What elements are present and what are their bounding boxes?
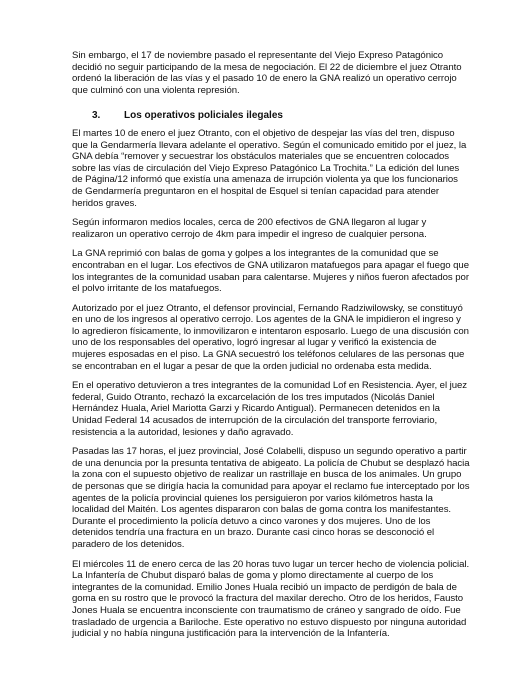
paragraph-operativo-10-enero: El martes 10 de enero el juez Otranto, con el objetivo de despejar las vías del tren, dispuso que la Gendarmería llevara adelante el operativo. Según el comunicado emitido por el juez, la GNA debía “remover y secuestrar los obstáculos materiales que se encuentren colocados sobre las vías de circulación del Viejo Expreso Patagónico La Trochita.” La edición del lunes de Página/12 informó que existía una amenaza de irrupción violenta ya que los funcionarios de Gendarmería preguntaron en el hospital de Esquel si tenían capacidad para atender heridos graves. — [72, 127, 467, 209]
paragraph-detenidos: En el operativo detuvieron a tres integrantes de la comunidad Lof en Resistencia. Ayer, el juez federal, Guido Otranto, rechazó la excarcelación de los tres imputados (Nicolás Daniel Hernández Huala, Ariel Mariotta Garzi y Ricardo Antigual). Permanecen detenidos en la Unidad Federal 14 acusados de interrupción de la circulación del transporte ferroviario, resistencia a la autoridad, lesiones y daño agravado. — [72, 380, 468, 438]
section-number: 3. — [92, 110, 101, 122]
paragraph-defensor-provincial: Autorizado por el juez Otranto, el defensor provincial, Fernando Radziwilowsky, se constituyó en uno de los ingresos al operativo cerrojo. Los agentes de la GNA le impidieron el ingreso y lo agredieron físicamente, lo inmovilizaron e intentaron esposarlo. Luego de una discusión con uno de los responsables del operativo, logró ingresar al lugar y verificó la existencia de mujeres esposadas en el piso. La GNA secuestró los teléfonos celulares de las personas que se encontraban en el lugar a pesar de que la orden judicial no ordenaba esta medida. — [72, 302, 469, 372]
section-heading — [72, 110, 470, 122]
intro-paragraph: Sin embargo, el 17 de noviembre pasado el representante del Viejo Expreso Patagónico decidió no seguir participando de la mesa de negociación. El 22 de diciembre el juez Otranto ordenó la liberación de las vías y el pasado 10 de enero la GNA realizó un operativo cerrojo que culminó con una violenta represión. — [72, 50, 462, 96]
paragraph-represion-gna: La GNA reprimió con balas de goma y golpes a los integrantes de la comunidad que se encontraban en el lugar. Los efectivos de GNA utilizaron matafuegos para apagar el fuego que los integrantes de la comunidad usaban para calentarse. Mujeres y niños fueron afectados por el polvo irritante de los matafuegos. — [72, 248, 470, 295]
paragraph-tercer-hecho: El miércoles 11 de enero cerca de las 20 horas tuvo lugar un tercer hecho de violencia policial. La Infantería de Chubut disparó balas de goma y plomo directamente al cuerpo de los integrantes de la comunidad. Emilio Jones Huala recibió un impacto de perdigón de bala de goma en su rostro que le provocó la fractura del maxilar derecho. Otro de los heridos, Fausto Jones Huala se encuentra inconsciente con traumatismo de cráneo y sangrado de oído. Fue trasladado de urgencia a Bariloche. Este operativo no estuvo dispuesto por ninguna autoridad judicial y no había ninguna justificación para la intervención de la Infantería. — [72, 558, 470, 640]
document-page — [72, 50, 470, 648]
section-title: Los operativos policiales ilegales — [124, 110, 283, 122]
paragraph-segundo-operativo: Pasadas las 17 horas, el juez provincial, José Colabelli, dispuso un segundo operativo a partir de una denuncia por la presunta tentativa de abigeato. La policía de Chubut se desplazó hacia la zona con el supuesto objetivo de realizar un rastrillaje en busca de los animales. Un grupo de personas que se dirigía hacia la comunidad para apoyar el reclamo fue interceptado por los agentes de la policía provincial quienes los persiguieron por varios kilómetros hasta la localidad del Maitén. Los agentes dispararon con balas de goma contra los manifestantes. Durante el procedimiento la policía detuvo a cinco varones y dos mujeres. Uno de los detenidos tendría una fractura en un brazo. Durante casi cinco horas se desconoció el paradero de los detenidos. — [72, 446, 470, 550]
paragraph-medios-locales: Según informaron medios locales, cerca de 200 efectivos de GNA llegaron al lugar y realizaron un operativo cerrojo de 4km para impedir el ingreso de cualquier persona. — [72, 217, 427, 240]
